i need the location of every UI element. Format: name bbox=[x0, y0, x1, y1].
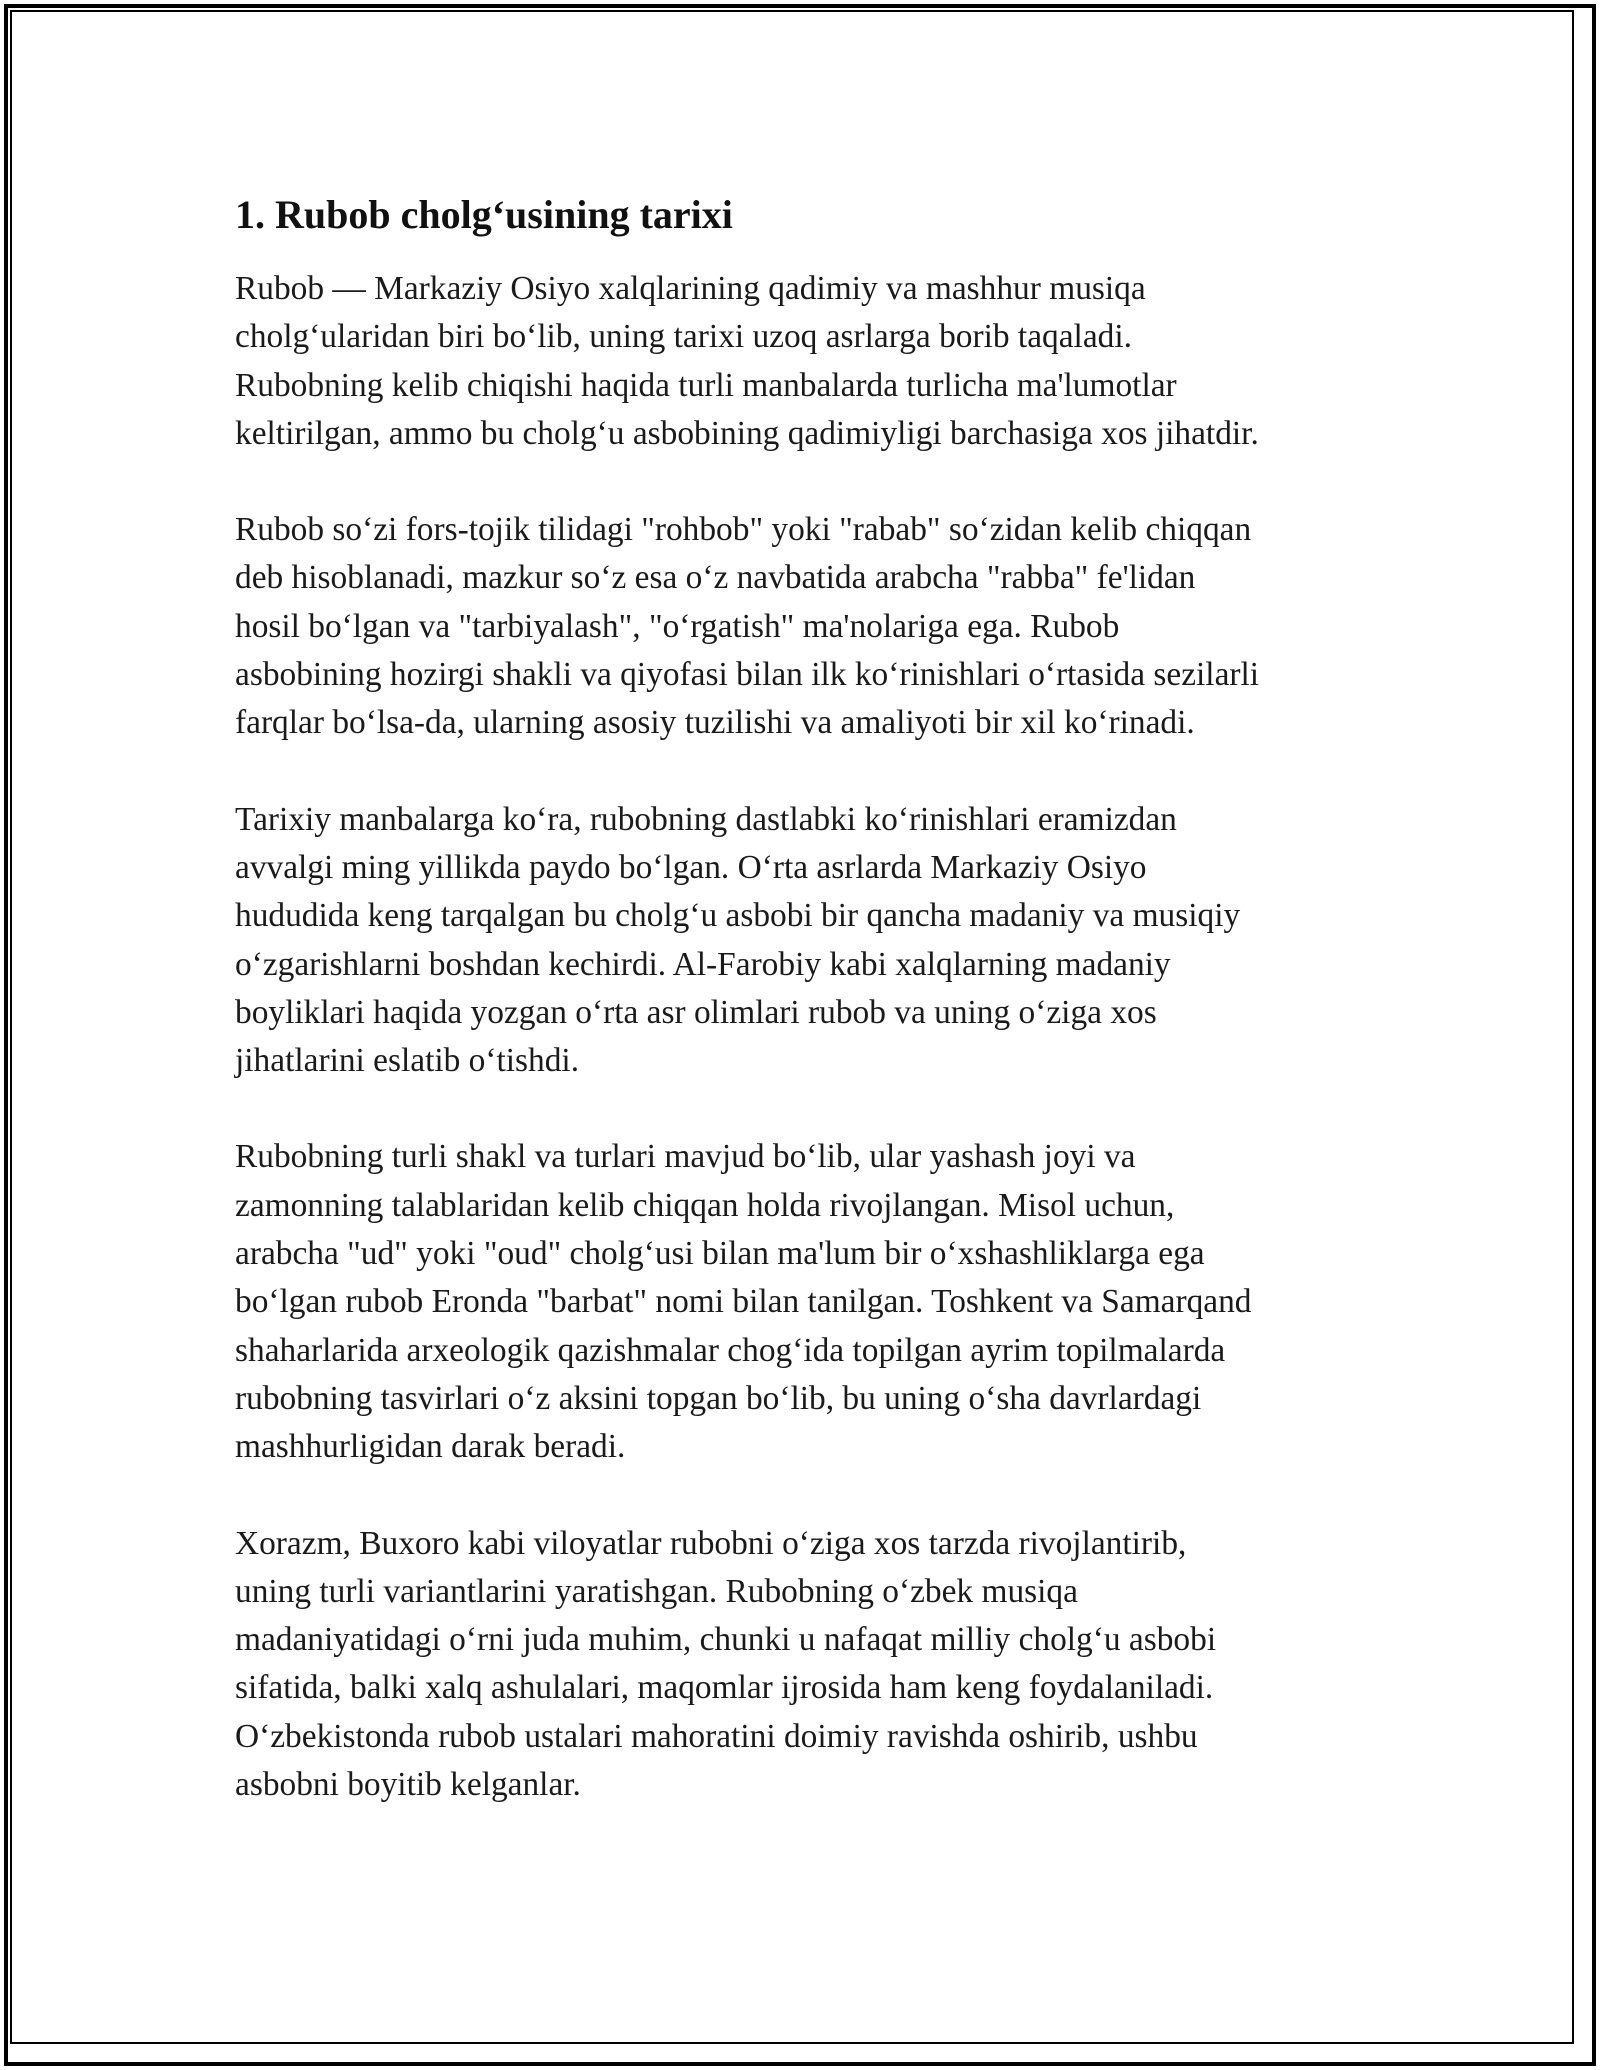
paragraph-line: hosil bo‘lgan va "tarbiyalash", "o‘rgatish" ma'nolariga ega. Rubob bbox=[235, 607, 1120, 645]
paragraph-line: Rubobning turli shakl va turlari mavjud bo‘lib, ular yashash joyi va bbox=[235, 1138, 1136, 1176]
paragraph-line: uning turli variantlarini yaratishgan. Rubobning o‘zbek musiqa bbox=[235, 1572, 1078, 1610]
paragraph-line: avvalgi ming yillikda paydo bo‘lgan. O‘rta asrlarda Markaziy Osiyo bbox=[235, 848, 1147, 886]
paragraph-line: shaharlarida arxeologik qazishmalar chog‘ida topilgan ayrim topilmalarda bbox=[235, 1331, 1226, 1369]
paragraph-line: jihatlarini eslatib o‘tishdi. bbox=[235, 1042, 580, 1080]
paragraph-line: mashhurligidan darak beradi. bbox=[235, 1428, 626, 1466]
paragraph-line: keltirilgan, ammo bu cholg‘u asbobining qadimiyligi barchasiga xos jihatdir. bbox=[235, 414, 1259, 452]
paragraph-line: boyliklari haqida yozgan o‘rta asr olimlari rubob va uning o‘ziga xos bbox=[235, 993, 1157, 1031]
paragraph-line: bo‘lgan rubob Eronda "barbat" nomi bilan tanilgan. Toshkent va Samarqand bbox=[235, 1283, 1252, 1321]
paragraph-line: madaniyatidagi o‘rni juda muhim, chunki u nafaqat milliy cholg‘u asbobi bbox=[235, 1621, 1217, 1659]
paragraph-5 bbox=[235, 1520, 1385, 1810]
paragraph-line: farqlar bo‘lsa-da, ularning asosiy tuzilishi va amaliyoti bir xil ko‘rinadi. bbox=[235, 704, 1195, 742]
paragraph-line: Rubob — Markaziy Osiyo xalqlarining qadimiy va mashhur musiqa bbox=[235, 270, 1146, 307]
paragraph-line: asbobni boyitib kelganlar. bbox=[235, 1766, 581, 1804]
paragraph-line: deb hisoblanadi, mazkur so‘z esa o‘z navbatida arabcha "rabba" fe'lidan bbox=[235, 559, 1196, 597]
paragraph-line: Rubob so‘zi fors-tojik tilidagi "rohbob" yoki "rabab" so‘zidan kelib chiqqan bbox=[235, 511, 1252, 549]
paragraph-line: Tarixiy manbalarga ko‘ra, rubobning dastlabki ko‘rinishlari eramizdan bbox=[235, 800, 1177, 838]
paragraph-line: Rubobning kelib chiqishi haqida turli manbalarda turlicha ma'lumotlar bbox=[235, 366, 1177, 404]
paragraph-2 bbox=[235, 506, 1385, 747]
paragraph-4 bbox=[235, 1133, 1385, 1471]
paragraph-line: cholg‘ularidan biri bo‘lib, uning tarixi uzoq asrlarga borib taqaladi. bbox=[235, 318, 1132, 356]
paragraph-line: zamonning talablaridan kelib chiqqan holda rivojlangan. Misol uchun, bbox=[235, 1186, 1175, 1224]
paragraph-line: rubobning tasvirlari o‘z aksini topgan bo‘lib, bu uning o‘sha davrlardagi bbox=[235, 1379, 1202, 1417]
paragraph-line: arabcha "ud" yoki "oud" cholg‘usi bilan ma'lum bir o‘xshashliklarga ega bbox=[235, 1235, 1205, 1273]
document-body bbox=[235, 185, 1385, 1857]
paragraph-line: o‘zgarishlarni boshdan kechirdi. Al-Farobiy kabi xalqlarning madaniy bbox=[235, 945, 1171, 983]
paragraph-line: Xorazm, Buxoro kabi viloyatlar rubobni o‘ziga xos tarzda rivojlantirib, bbox=[235, 1524, 1187, 1562]
paragraph-3 bbox=[235, 796, 1385, 1086]
paragraph-line: hududida keng tarqalgan bu cholg‘u asbobi bir qancha madaniy va musiqiy bbox=[235, 897, 1241, 935]
paragraph-line: asbobining hozirgi shakli va qiyofasi bilan ilk ko‘rinishlari o‘rtasida sezilarli bbox=[235, 656, 1260, 694]
paragraph-line: sifatida, balki xalq ashulalari, maqomlar ijrosida ham keng foydalaniladi. bbox=[235, 1669, 1214, 1707]
section-heading: 1. Rubob cholg‘usining tarixi bbox=[235, 192, 733, 237]
paragraph-line: O‘zbekistonda rubob ustalari mahoratini doimiy ravishda oshirib, ushbu bbox=[235, 1717, 1198, 1755]
paragraph-1 bbox=[235, 265, 1385, 458]
